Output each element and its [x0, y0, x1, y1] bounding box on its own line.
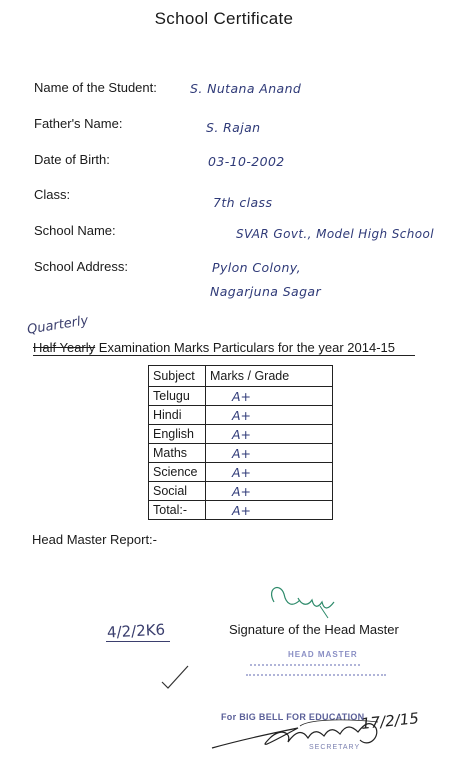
table-row [149, 387, 333, 406]
stamp-secretary: SECRETARY [309, 744, 361, 751]
grade-cell: A+ [206, 501, 333, 520]
table-row [149, 463, 333, 482]
subject-cell: English [149, 425, 206, 444]
grade-cell: A+ [206, 425, 333, 444]
handwritten-date: 4/2/2K6 [106, 620, 166, 642]
signature-label: Signature of the Head Master [229, 622, 399, 637]
exam-heading [33, 340, 395, 355]
table-row [149, 501, 333, 520]
tick-mark-icon [160, 662, 190, 690]
table-header-row [149, 366, 333, 387]
exam-heading-struck: Half Yearly [33, 340, 96, 355]
stamp-head-master: HEAD MASTER [288, 650, 358, 659]
table-row [149, 482, 333, 501]
subject-cell: Hindi [149, 406, 206, 425]
subject-cell: Total:- [149, 501, 206, 520]
stamp-line-faint-1 [250, 664, 360, 670]
field-value-student-name: S. Nutana Anand [190, 81, 302, 96]
field-label-student-name: Name of the Student: [34, 80, 157, 95]
subject-cell: Maths [149, 444, 206, 463]
grade-cell: A+ [206, 482, 333, 501]
field-value-dob: 03-10-2002 [208, 154, 285, 169]
field-value-class: 7th class [213, 195, 273, 210]
field-label-dob: Date of Birth: [34, 152, 110, 167]
field-value-school-name: SVAR Govt., Model High School [236, 227, 434, 241]
grade-cell: A+ [206, 406, 333, 425]
marks-table [148, 365, 333, 520]
exam-heading-rest: Examination Marks Particulars for the year 2014-15 [95, 340, 396, 355]
field-value-father-name: S. Rajan [206, 120, 261, 135]
head-master-initials-signature [262, 578, 342, 620]
grade-cell: A+ [206, 444, 333, 463]
field-label-father-name: Father's Name: [34, 116, 123, 131]
subject-cell: Social [149, 482, 206, 501]
grade-cell: A+ [206, 387, 333, 406]
table-row [149, 425, 333, 444]
subject-cell: Telugu [149, 387, 206, 406]
handwritten-date-underline [106, 641, 170, 642]
field-label-school-address: School Address: [34, 259, 128, 274]
table-row [149, 406, 333, 425]
field-label-school-name: School Name: [34, 223, 116, 238]
heading-underline [33, 355, 415, 356]
column-header-subject: Subject [149, 366, 206, 387]
page-title: School Certificate [154, 9, 294, 28]
field-label-class: Class: [34, 187, 71, 202]
field-value-address-line1: Pylon Colony, [212, 260, 301, 275]
stamp-for-line: For BIG BELL FOR EDUCATION [221, 712, 365, 722]
stamp-line-faint-2 [246, 674, 386, 680]
handwritten-quarterly: Quarterly [26, 313, 90, 338]
table-row [149, 444, 333, 463]
signature-date: 17/2/15 [360, 709, 420, 733]
grade-cell: A+ [206, 463, 333, 482]
field-value-address-line2: Nagarjuna Sagar [210, 284, 322, 299]
subject-cell: Science [149, 463, 206, 482]
head-master-report-label: Head Master Report:- [32, 532, 157, 547]
column-header-grade: Marks / Grade [206, 366, 333, 387]
